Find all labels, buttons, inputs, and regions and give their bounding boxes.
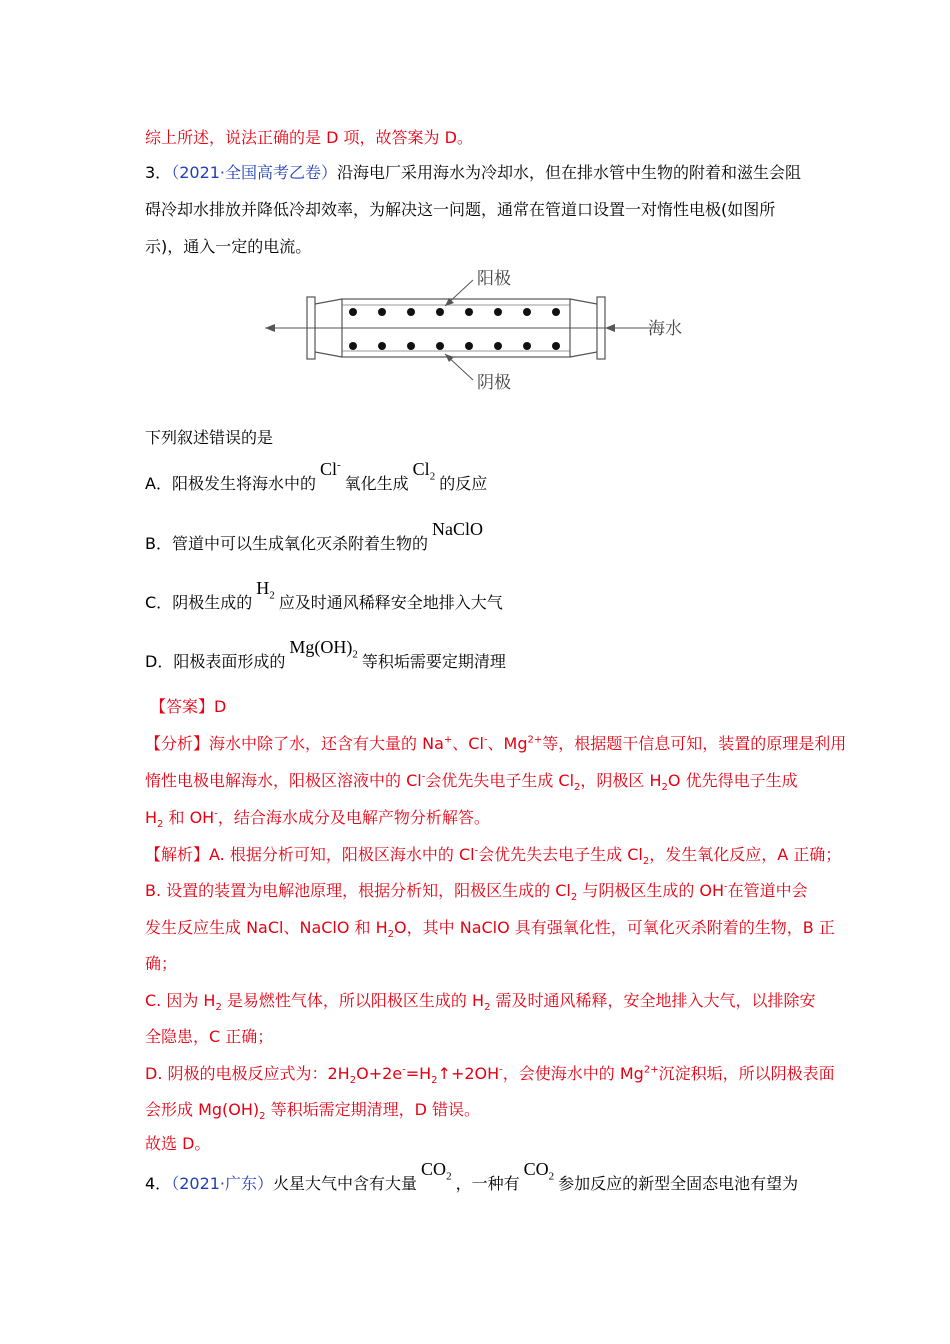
q3-source-open: （ [171, 163, 180, 182]
q3-number: 3． [145, 163, 172, 182]
analysis-line-3: $H_2$ 和 OH-，结合海水成分及电解产物分析解答。 [145, 808, 490, 831]
explain-line-d1: D. 阴极的电极反应式为：$2H_2O+2e^-=H_2↑+2OH^-$，会使海水中的 $Mg^{2+}$沉淀积垢，所以阴极表面 [145, 1064, 835, 1087]
option-a-formula-2: $Cl_2$ [412, 459, 436, 483]
option-c-text-1: 阴极生成的 [172, 593, 253, 612]
q3-stem-line-2: 碍冷却水排放并降低冷却效率，为解决这一问题，通常在管道口设置一对惰性电极(如图所 [145, 200, 776, 219]
q4-number: 4． [145, 1174, 172, 1193]
option-c-text-2: 应及时通风稀释安全地排入大气 [278, 593, 503, 612]
q4-formula-1: $CO_2$ [421, 1159, 452, 1183]
q4-source-open: （ [171, 1174, 180, 1193]
seawater-label: 海水 [648, 319, 682, 338]
option-a-text-1: 阳极发生将海水中的 [171, 474, 316, 493]
q3-source-close: ） [321, 163, 338, 182]
electrolysis-pipe-diagram [255, 262, 695, 397]
q4-formula-2: $CO_2$ [523, 1159, 555, 1183]
analysis-line-1: 【分析】海水中除了水，还含有大量的 Na+、Cl-、$Mg^{2+}$等，根据题干信息可知，装置的原理是利用 [145, 734, 847, 753]
option-b[interactable] [145, 519, 487, 554]
summary-line: 综上所述，说法正确的是 D 项，故答案为 D。 [145, 128, 473, 147]
option-d[interactable] [145, 637, 506, 672]
option-d-text-1: 阳极表面形成的 [173, 652, 286, 671]
cathode-label: 阴极 [477, 373, 511, 392]
q4-source-close: ） [257, 1174, 274, 1193]
explain-line-c1: C. 因为 $H_2$ 是易燃性气体，所以阳极区生成的 $H_2$ 需及时通风稀释，安全地排入大气，以排除安 [145, 991, 816, 1014]
option-c[interactable] [145, 578, 503, 613]
explain-line-b1: B. 设置的装置为电解池原理，根据分析知，阳极区生成的 $Cl_2$ 与阴极区生成的 OH-在管道中会 [145, 881, 808, 904]
q3-stem-line-3: 示)，通入一定的电流。 [145, 237, 312, 256]
explain-line-b2: 发生反应生成 NaCl、NaClO 和 $H_2O$，其中 NaClO 具有强氧化性，可氧化灭杀附着的生物，B 正 [145, 918, 835, 941]
q3-stem-line-1 [145, 163, 801, 183]
explain-line-b3: 确； [145, 954, 178, 973]
q4-source-link[interactable]: 2021·广东 [179, 1174, 258, 1193]
q4-stem-line-1 [145, 1159, 799, 1194]
q4-text-1: 火星大气中含有大量 [273, 1174, 418, 1193]
option-b-formula-1: NaClO [432, 519, 483, 539]
option-b-text-1: 管道中可以生成氧化灭杀附着生物的 [171, 534, 428, 553]
q3-stem-text-1: 沿海电厂采用海水为冷却水，但在排水管中生物的附着和滋生会阻 [337, 163, 802, 182]
q3-question: 下列叙述错误的是 [145, 428, 274, 447]
q3-source-link[interactable]: 2021·全国高考乙卷 [179, 163, 322, 182]
explain-tag: 【解析】 [145, 845, 210, 864]
inflow-arrowhead [605, 324, 615, 332]
option-a-text-2: 氧化生成 [344, 474, 409, 493]
option-a-label: A． [145, 474, 172, 493]
analysis-tag: 【分析】 [145, 734, 210, 753]
option-c-label: C． [145, 593, 173, 612]
option-d-label: D． [145, 652, 174, 671]
q4-text-3: 参加反应的新型全固态电池有望为 [558, 1174, 799, 1193]
anode-label: 阳极 [477, 269, 511, 288]
option-c-formula-1: $H_2$ [256, 578, 275, 602]
option-d-text-2: 等积垢需要定期清理 [361, 652, 506, 671]
option-a-formula-1: Cl- [319, 459, 341, 479]
answer-line: 【答案】D [150, 697, 227, 716]
explain-line-c2: 全隐患，C 正确； [145, 1027, 274, 1046]
conclusion-line: 故选 D。 [145, 1134, 211, 1153]
explain-line-d2: 会形成 $Mg(OH)_2$ 等积垢需定期清理，D 错误。 [145, 1100, 481, 1123]
option-b-label: B． [145, 534, 172, 553]
explain-line-a: 【解析】A. 根据分析可知，阳极区海水中的 Cl-会优先失去电子生成 $Cl_2$，发生氧化反应，A 正确； [145, 845, 842, 868]
option-a-text-3: 的反应 [439, 474, 488, 493]
q4-text-2: ，一种有 [455, 1174, 520, 1193]
outflow-arrowhead [265, 324, 275, 332]
analysis-line-2: 惰性电极电解海水，阳极区溶液中的 Cl-会优先失电子生成 $Cl_2$，阴极区 $H_2O$ 优先得电子生成 [145, 771, 798, 794]
option-a[interactable] [145, 459, 488, 494]
option-d-formula-1: $Mg(OH)_2$ [289, 637, 358, 661]
